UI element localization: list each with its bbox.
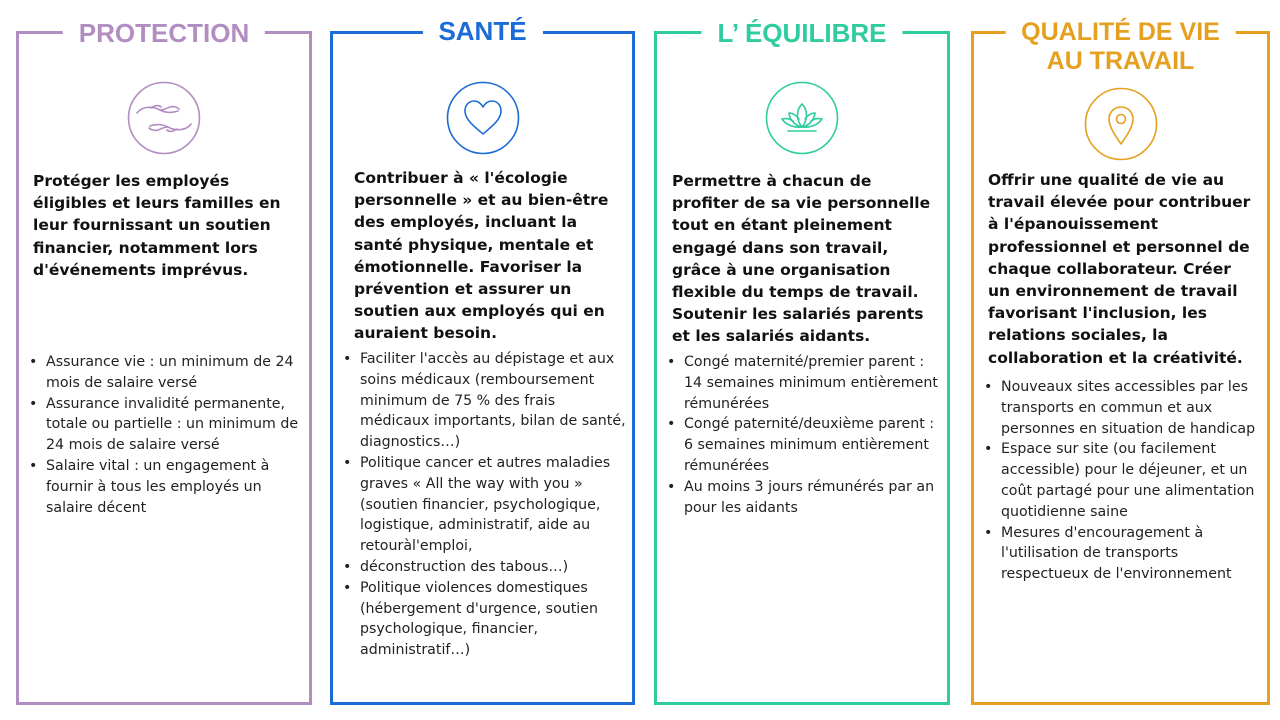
equilibre-card [654, 18, 950, 705]
list-item: • Nouveaux sites accessibles par les transports en commun et aux personnes en situation de handicap [983, 377, 1261, 439]
sante-bullets [342, 349, 626, 661]
qualite-intro: Offrir une qualité de vie au travail élevée pour contribuer à l'épanouissement professionnel et personnel de chaque collaborateur. Créer un environnement de travail favorisant l'inclusion, les relations sociales, la collaboration et la créativité. [988, 171, 1251, 367]
list-item: • Congé maternité/premier parent : 14 semaines minimum entièrement rémunérées [666, 352, 941, 414]
list-item: • Politique cancer et autres maladies graves « All the way with you » (soutien financier, psychologique, logistique, administratif, aide au retouràl'emploi, [342, 453, 626, 557]
list-item: • Salaire vital : un engagement à fournir à tous les employés un salaire décent [28, 456, 303, 518]
list-item: • Assurance invalidité permanente, totale ou partielle : un minimum de 24 mois de salaire versé [28, 394, 303, 456]
lotus-icon [764, 80, 840, 156]
list-item: • Faciliter l'accès au dépistage et aux soins médicaux (remboursement minimum de 75 % des frais médicaux importants, bilan de santé, diagnostics…) [342, 349, 626, 453]
hands-icon [126, 80, 202, 156]
equilibre-title: L’ ÉQUILIBRE [701, 18, 902, 48]
sante-intro: Contribuer à « l'écologie personnelle » et au bien-être des employés, incluant la santé physique, mentale et émotionnelle. Favoriser la prévention et assurer un soutien aux employés qui en auraient besoin. [354, 169, 609, 343]
qualite-title-line1: QUALITÉ DE VIE [1021, 18, 1220, 46]
sante-title: SANTÉ [422, 16, 542, 46]
list-item: • Mesures d'encouragement à l'utilisation de transports respectueux de l'environnement [983, 523, 1261, 585]
list-item: • Politique violences domestiques (hébergement d'urgence, soutien psychologique, financier, administratif…) [342, 578, 626, 661]
equilibre-bullets [666, 352, 941, 518]
equilibre-intro: Permettre à chacun de profiter de sa vie personnelle tout en étant pleinement engagé dans son travail, grâce à une organisation flexible du temps de travail. Soutenir les salariés parents et les salariés aidants. [672, 172, 931, 346]
list-item: • Congé paternité/deuxième parent : 6 semaines minimum entièrement rémunérées [666, 414, 941, 476]
list-item: • Au moins 3 jours rémunérés par an pour les aidants [666, 477, 941, 519]
sante-card [330, 16, 635, 705]
protection-title: PROTECTION [63, 18, 265, 48]
list-item: • Espace sur site (ou facilement accessible) pour le déjeuner, et un coût partagé pour une alimentation quotidienne saine [983, 439, 1261, 522]
qualite-title [1005, 18, 1236, 76]
protection-intro: Protéger les employés éligibles et leurs familles en leur fournissant un soutien financier, notamment lors d'événements imprévus. [33, 172, 281, 279]
protection-card [16, 18, 312, 705]
list-item: • Assurance vie : un minimum de 24 mois de salaire versé [28, 352, 303, 394]
protection-bullets [28, 352, 303, 518]
list-item: • déconstruction des tabous…) [342, 557, 626, 578]
heart-icon [445, 80, 521, 156]
qualite-bullets [983, 377, 1261, 585]
location-pin-icon [1083, 86, 1159, 162]
qualite-title-line2: AU TRAVAIL [1046, 47, 1195, 75]
qualite-card [971, 18, 1270, 705]
